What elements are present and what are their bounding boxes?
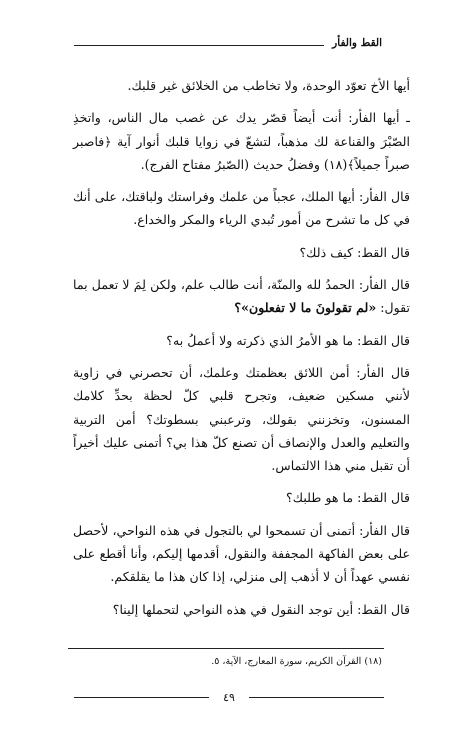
- body-text: [73, 74, 410, 621]
- paragraph-9: قال الفأر: أتمنى أن تسمحوا لي بالتجول في هذه النواحي، لأحصل على بعض الفاكهة المجففة والنقول، أقدمها إليكم، وأنا أقطع على نفسي عهداً أن لا أذهب إلى منزلي، إذا كان هذا ما يقلقكم.: [73, 522, 410, 585]
- paragraph-3: قال الفأر: أيها الملك، عجباً من علمك وفراستك ولباقتك، على أنك في كل ما تشرح من أمور تُبدي الرياء والمكر والخداع.: [73, 189, 410, 228]
- paragraph-6: قال القط: ما هو الأمرُ الذي ذكرته ولا أعملُ به؟: [166, 332, 410, 348]
- paragraph-5-text: قال الفأر: الحمدُ لله والمنّة، أنت طالب علم، ولكن لِمَ لا تعمل بما تقول:: [73, 277, 410, 316]
- running-head-title: القط والفأر: [332, 37, 382, 49]
- paragraph-10: قال القط: أين توجد النقول في هذه النواحي لتحملها إلينا؟: [112, 601, 410, 617]
- footnote-rule: [68, 648, 384, 649]
- page-footer: [74, 690, 384, 704]
- running-head: [74, 36, 382, 50]
- footnote: (١٨) القرآن الكريم، سورة المعارج، الآية، ٥.: [211, 656, 382, 667]
- paragraph-1: أيها الأخ تعوّد الوحدة، ولا تخاطب من الخلائق غير قلبك.: [127, 78, 410, 93]
- quran-quote: «لم تقولونَ ما لا تفعلون»؟: [234, 300, 377, 316]
- footer-rule-left: [74, 697, 209, 698]
- paragraph-5: [73, 273, 410, 320]
- paragraph-2: ـ أيها الفأر: أنت أيضاً قصّر يدك عن غصب مال الناس، واتخذِ الصّبْرَ والقناعة لك مذهباً، لتشعّ في زوايا قلبك أنوار آية ﴿فاصبر صبراً جميلاً﴾(١٨) وفضلُ حديث (الصّبرُ مفتاح الفرج).: [73, 110, 410, 172]
- footer-rule-right: [249, 697, 384, 698]
- page-number: ٤٩: [223, 690, 235, 704]
- paragraph-8: قال القط: ما هو طلبك؟: [286, 490, 410, 506]
- paragraph-4: قال القط: كيف ذلك؟: [299, 244, 410, 260]
- paragraph-7: قال الفأر: أمن اللائق بعظمتك وعلمك، أن تحصرني في زاوية لأنني مسكين ضعيف، وتجرح قلبي كلّ لحظة بحدِّ كلامك المسنون، وتخزنني بقولك، وترعبني بسطوتك؟ أمن التربية والتعليم والعدل والإنصاف أن تصنع كلّ هذا بي؟ أتمنى عليك أخيراً أن تقبل مني هذا الالتماس.: [73, 364, 410, 474]
- running-head-rule: [74, 45, 324, 46]
